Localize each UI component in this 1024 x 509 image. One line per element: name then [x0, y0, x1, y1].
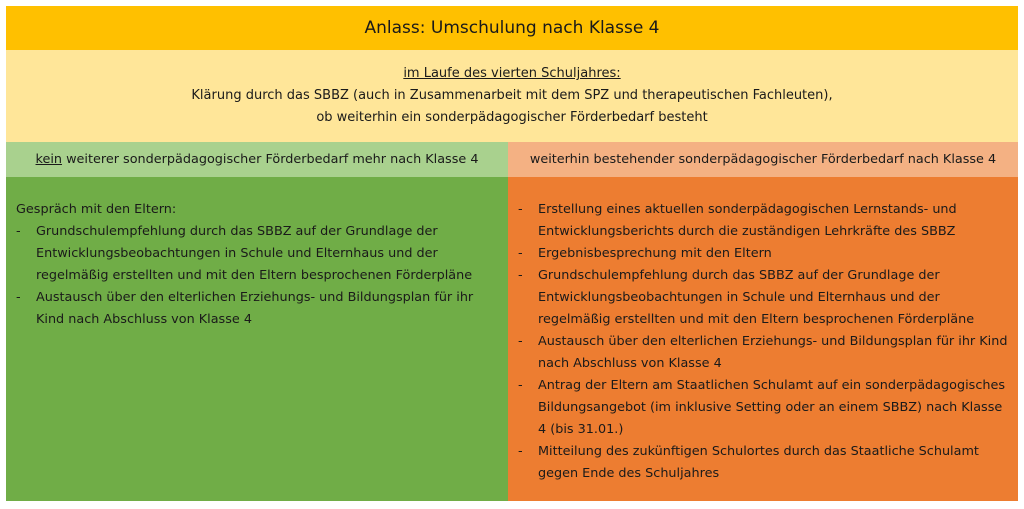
left-list: [16, 221, 498, 331]
dash-marker: -: [518, 378, 523, 393]
dash-marker: -: [16, 224, 21, 239]
dash-marker: -: [518, 202, 523, 217]
dash-marker: -: [518, 444, 523, 459]
left-column-body: [6, 177, 508, 501]
header-bar: [6, 6, 1018, 50]
list-item: - Grundschulempfehlung durch das SBBZ auf der Grundlage der Entwicklungsbeobachtungen in Schule und Elternhaus und der regelmäßig erstellten und mit den Eltern besprochenen Förderpläne: [16, 221, 498, 287]
intro-box: [6, 50, 1018, 142]
list-item: - Grundschulempfehlung durch das SBBZ auf der Grundlage der Entwicklungsbeobachtungen in Schule und Elternhaus und der regelmäßig erstellten und mit den Eltern besprochenen Förderpläne: [518, 265, 1008, 331]
list-item: - Ergebnisbesprechung mit den Eltern: [518, 243, 1008, 265]
right-heading-text: weiterhin bestehender sonderpädagogischer Förderbedarf nach Klasse 4: [529, 152, 997, 167]
intro-underlined: im Laufe des vierten Schuljahres:: [403, 66, 621, 81]
dash-marker: -: [518, 334, 523, 349]
list-item: - Erstellung eines aktuellen sonderpädagogischen Lernstands- und Entwicklungsberichts durch die zuständigen Lehrkräfte des SBBZ: [518, 199, 1008, 243]
left-heading-underlined: kein: [35, 152, 63, 167]
intro-line-2: ob weiterhin ein sonderpädagogischer Förderbedarf besteht: [316, 110, 708, 125]
list-item: - Austausch über den elterlichen Erziehungs- und Bildungsplan für ihr Kind nach Abschluss von Klasse 4: [518, 331, 1008, 375]
left-heading-rest: weiterer sonderpädagogischer Förderbedarf mehr nach Klasse 4: [62, 152, 479, 167]
right-column-body: [508, 177, 1018, 501]
dash-marker: -: [518, 268, 523, 283]
header-title: Anlass: Umschulung nach Klasse 4: [364, 18, 660, 38]
intro-line-1: Klärung durch das SBBZ (auch in Zusammenarbeit mit dem SPZ und therapeutischen Fachleuten),: [191, 88, 833, 103]
left-column-heading: [6, 142, 508, 177]
dash-marker: -: [518, 246, 523, 261]
right-column-heading: [508, 142, 1018, 177]
list-item: - Antrag der Eltern am Staatlichen Schulamt auf ein sonderpädagogisches Bildungsangebot (im inklusive Setting oder an einem SBBZ) nach Klasse 4 (bis 31.01.): [518, 375, 1008, 441]
right-list: [518, 199, 1008, 485]
list-item: - Austausch über den elterlichen Erziehungs- und Bildungsplan für ihr Kind nach Abschluss von Klasse 4: [16, 287, 498, 331]
left-intro: Gespräch mit den Eltern:: [16, 202, 177, 217]
dash-marker: -: [16, 290, 21, 305]
list-item: - Mitteilung des zukünftigen Schulortes durch das Staatliche Schulamt gegen Ende des Schuljahres: [518, 441, 1008, 485]
